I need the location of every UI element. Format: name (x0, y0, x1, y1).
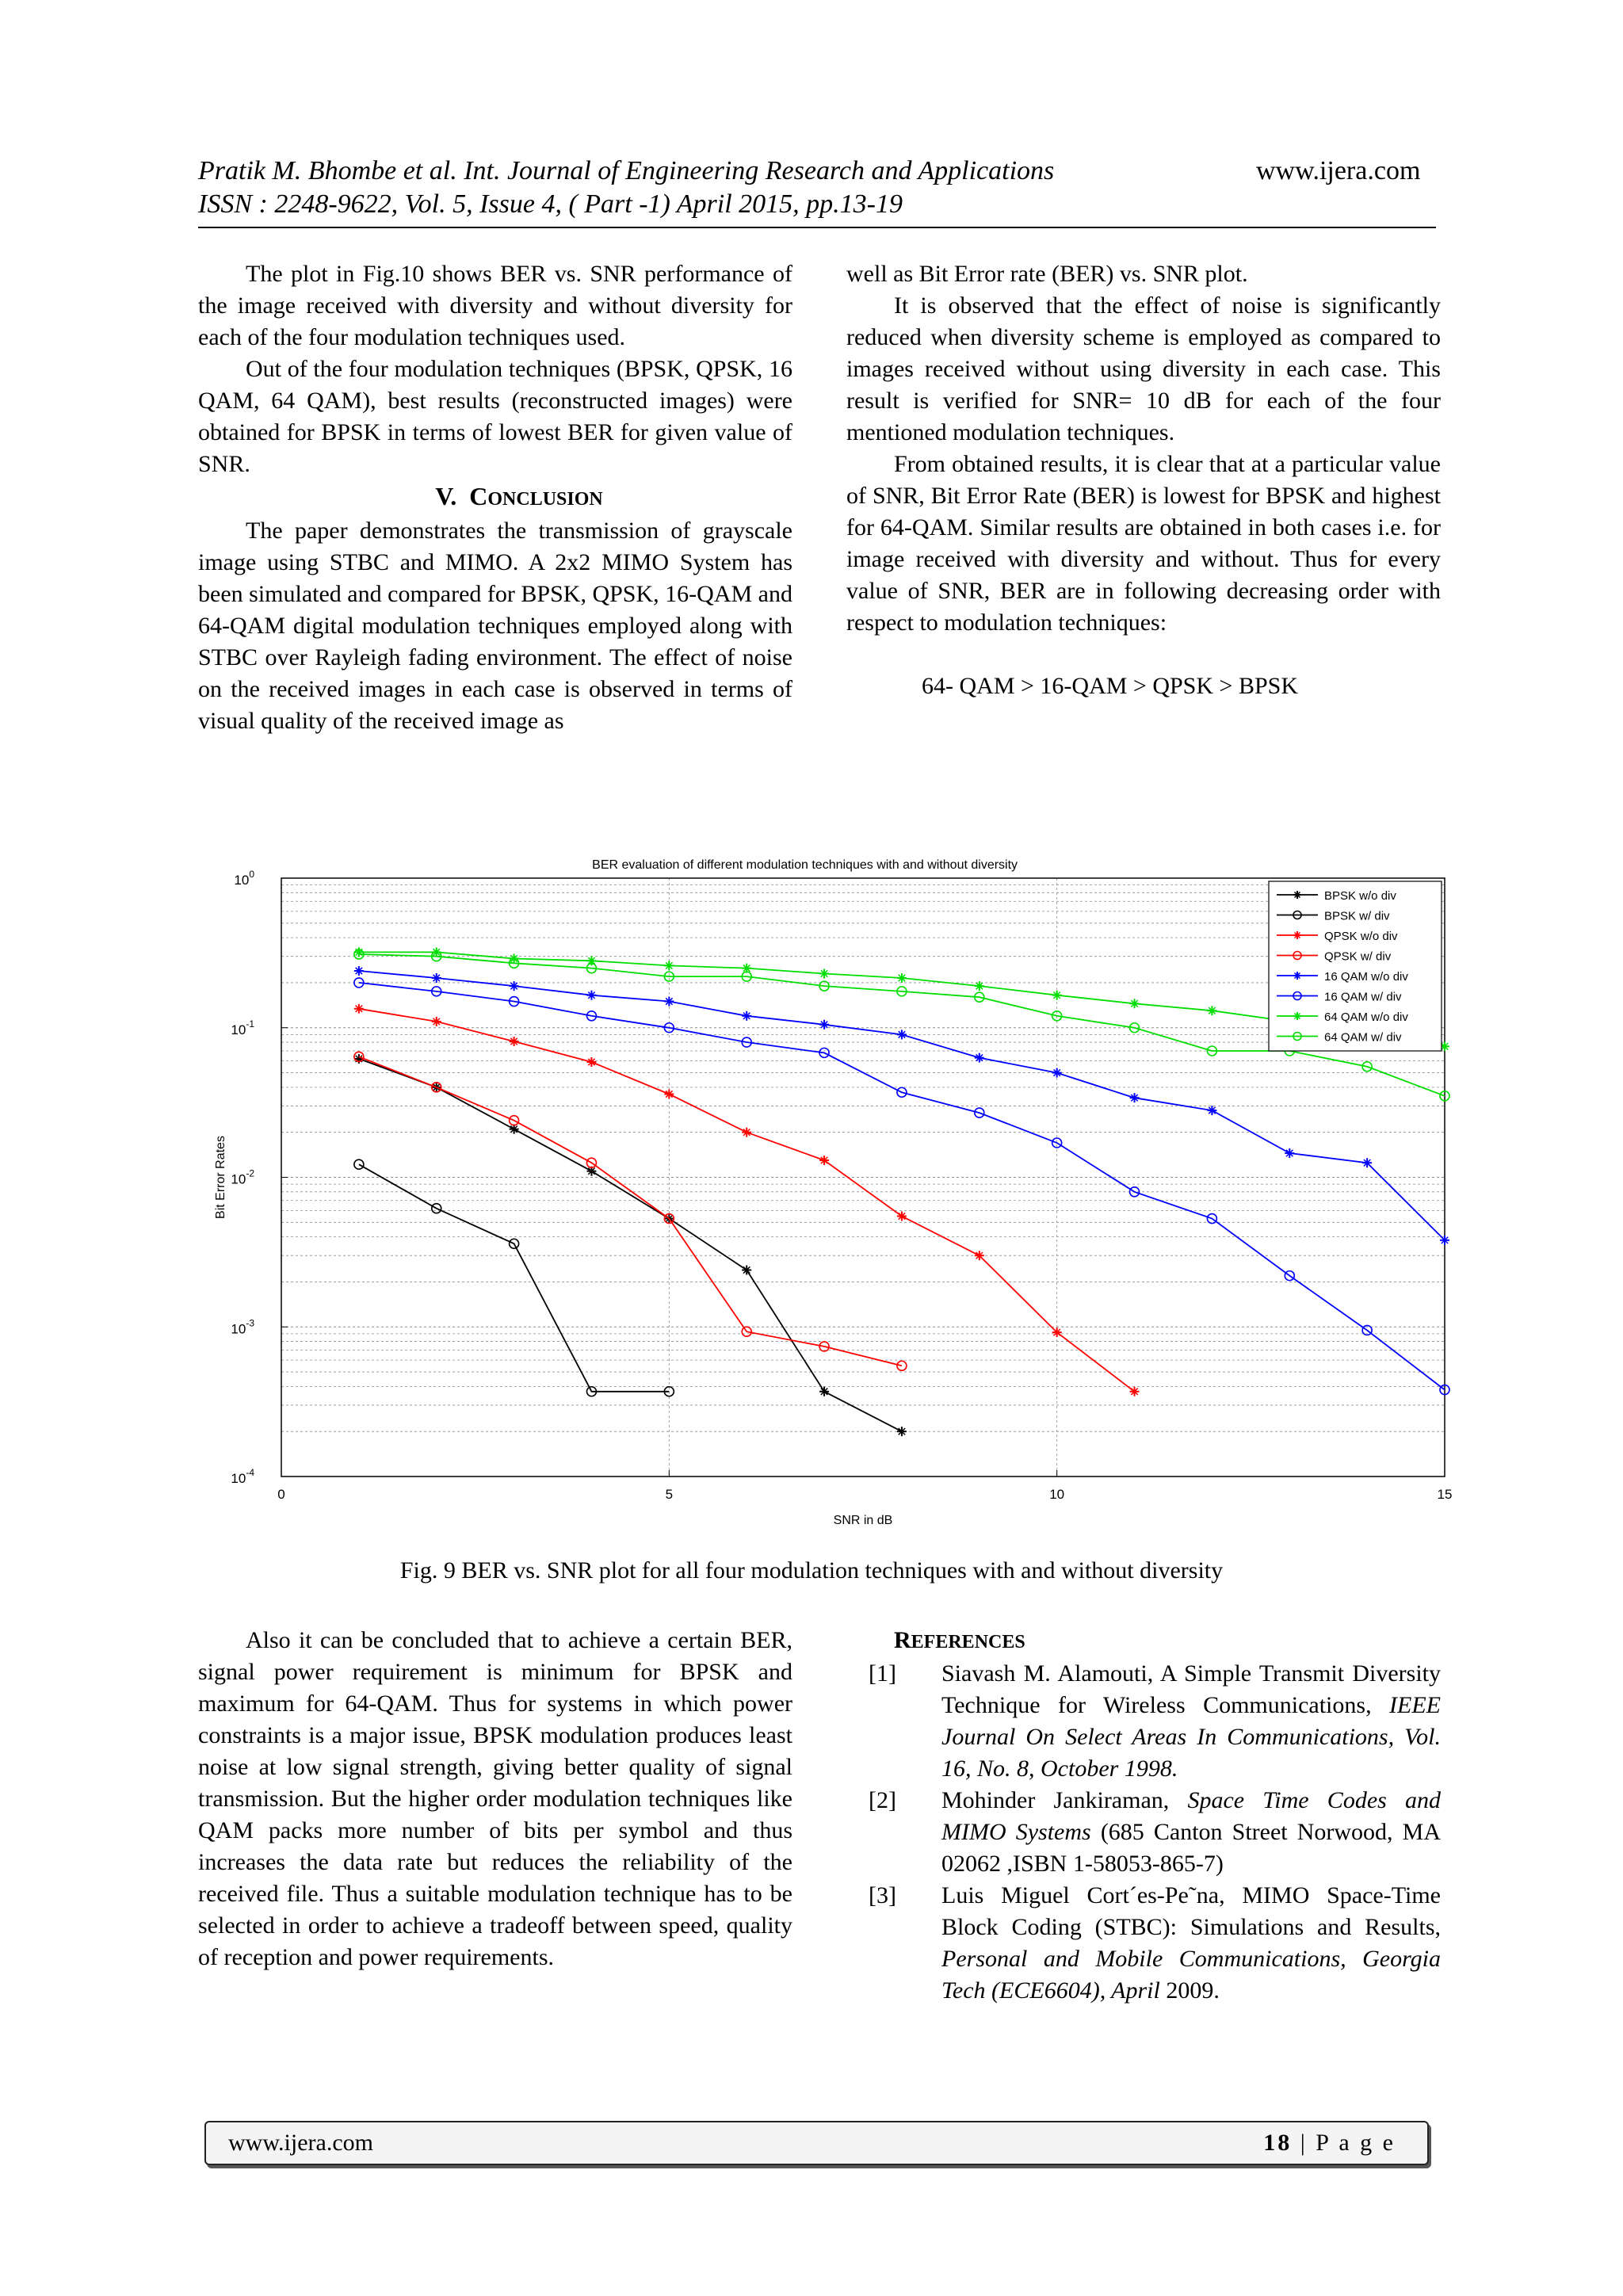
y-tick-label: $10^{-2}$ (231, 1167, 254, 1187)
running-header-journal: Pratik M. Bhombe et al. Int. Journal of Engineering Research and Applications (198, 156, 1055, 185)
data-point (1440, 1236, 1449, 1245)
series-line (359, 1164, 669, 1392)
data-point (1130, 1387, 1140, 1396)
data-point (664, 1089, 674, 1098)
data-point (975, 981, 984, 991)
data-point (354, 1004, 364, 1014)
data-point (897, 973, 907, 983)
legend-label: QPSK w/ div (1324, 949, 1392, 964)
header-rule (198, 227, 1436, 228)
reference-item: [2] Mohinder Jankiraman, Space Time Codes and MIMO Systems (685 Canton Street Norwood, MA 02062 ,ISBN 1-58053-865-7) (869, 1787, 1441, 1877)
chart-title: BER evaluation of different modulation techniques with and without diversity (592, 858, 1018, 872)
body-paragraph: It is observed that the effect of noise is significantly reduced when diversity scheme is employed as compared to images received without using diversity in each case. This result is verified for SNR= 10 dB for each of the four mentioned modulation techniques. (846, 292, 1441, 445)
running-header-issn: ISSN : 2248-9622, Vol. 5, Issue 4, ( Part -1) April 2015, pp.13-19 (198, 189, 903, 219)
data-point (354, 1054, 364, 1064)
right-column (846, 258, 1441, 702)
footer-page: 18 | P a g e (1263, 2130, 1396, 2156)
data-point (742, 1265, 751, 1274)
data-point (1052, 991, 1062, 1000)
data-point (586, 991, 596, 1000)
data-point (1130, 1093, 1140, 1102)
left-column (198, 258, 792, 737)
data-point (897, 1212, 907, 1221)
data-point (354, 947, 364, 957)
data-point (432, 1017, 441, 1026)
x-tick-label: 0 (277, 1487, 285, 1502)
section-heading: V. CONCLUSION (435, 482, 603, 510)
legend-label: QPSK w/o div (1324, 930, 1398, 943)
data-point (819, 968, 829, 978)
reference-item: [1] Siavash M. Alamouti, A Simple Transmit Diversity Technique for Wireless Communications, IEEE Journal On Select Areas In Communications, Vol. 16, No. 8, October 1998. (869, 1660, 1441, 1782)
body-paragraph: From obtained results, it is clear that at a particular value of SNR, Bit Error Rate (BER) is lowest for BPSK and highest for 64-QAM. Similar results are obtained in both cases i.e. for image received with diversity and without. Thus for every value of SNR, BER are in following decreasing order with respect to modulation techniques: (846, 451, 1441, 636)
data-point (897, 1361, 907, 1370)
x-tick-label: 5 (665, 1487, 674, 1502)
data-point (1293, 1012, 1301, 1020)
reference-item: [3] Luis Miguel Cort´es-Pe˜na, MIMO Space-Time Block Coding (STBC): Simulations and Results, Personal and Mobile Communications, Georgia Tech (ECE6604), April 2009. (869, 1882, 1441, 2004)
data-point (975, 1251, 984, 1260)
data-point (819, 1156, 829, 1165)
data-point (1285, 1148, 1294, 1158)
series-line (359, 1059, 902, 1431)
x-tick-label: 15 (1437, 1487, 1453, 1502)
series-qpsk-w-div (354, 1052, 907, 1370)
series-bpsk-w-o-div (354, 1054, 907, 1436)
data-point (354, 1159, 364, 1169)
data-point (819, 1387, 829, 1396)
footer-site: www.ijera.com (228, 2130, 373, 2156)
body-paragraph: The plot in Fig.10 shows BER vs. SNR performance of the image received with diversity and without diversity for each of the four modulation techniques used. (198, 261, 792, 350)
modulation-order: 64- QAM > 16-QAM > QPSK > BPSK (922, 673, 1298, 699)
data-point (1293, 931, 1301, 939)
bottom-left-column (198, 1625, 792, 1973)
references-section (846, 1625, 1441, 2007)
data-point (742, 1011, 751, 1021)
series-qpsk-w-o-div (354, 1004, 1140, 1396)
data-point (897, 1427, 907, 1436)
legend-label: 64 QAM w/ div (1324, 1030, 1402, 1045)
y-tick-label: $10^{-1}$ (231, 1018, 254, 1037)
y-tick-label: $10^0$ (234, 869, 254, 888)
chart-legend (1269, 881, 1442, 1051)
data-point (664, 997, 674, 1007)
data-point (819, 1020, 829, 1030)
body-paragraph: well as Bit Error rate (BER) vs. SNR plot. (846, 261, 1248, 287)
running-header-site: www.ijera.com (1256, 156, 1421, 185)
data-point (432, 973, 441, 983)
data-point (354, 966, 364, 976)
legend-label: BPSK w/ div (1324, 909, 1390, 923)
data-point (1052, 1068, 1062, 1078)
data-point (510, 1037, 519, 1046)
data-point (586, 1057, 596, 1067)
legend-label: BPSK w/o div (1324, 889, 1396, 903)
data-point (664, 961, 674, 970)
legend-label: 64 QAM w/o div (1324, 1010, 1408, 1024)
data-point (1207, 1106, 1216, 1115)
data-point (742, 1128, 751, 1137)
data-point (1207, 1006, 1216, 1015)
data-point (1293, 972, 1301, 980)
data-point (510, 981, 519, 991)
body-paragraph: Also it can be concluded that to achieve a certain BER, signal power requirement is minimum for BPSK and maximum for 64-QAM. Thus for systems in which power constraints is a major issue, BPSK modulation produces least noise at low signal strength, giving better quality of signal transmission. But the higher order modulation techniques like QAM packs more number of bits per symbol and thus increases the data rate but reduces the reliability of the received file. Thus a suitable modulation technique has to be selected in order to achieve a tradeoff between speed, quality of reception and power requirements. (198, 1627, 792, 1970)
data-point (1293, 891, 1301, 899)
y-tick-label: $10^{-4}$ (231, 1467, 254, 1486)
x-tick-label: 10 (1049, 1487, 1065, 1502)
data-point (1130, 999, 1140, 1008)
data-point (975, 1053, 984, 1063)
series-bpsk-w-div (354, 1159, 674, 1396)
y-axis-label: Bit Error Rates (214, 1136, 227, 1219)
figure-caption: Fig. 9 BER vs. SNR plot for all four modulation techniques with and without diversity (399, 1557, 1224, 1584)
page-footer (204, 2121, 1429, 2165)
body-paragraph: Out of the four modulation techniques (BPSK, QPSK, 16 QAM, 64 QAM), best results (reconstructed images) were obtained for BPSK in terms of lowest BER for given value of SNR. (198, 356, 792, 477)
references-heading: REFERENCES (894, 1627, 1025, 1653)
legend-label: 16 QAM w/ div (1324, 990, 1402, 1004)
body-paragraph: The paper demonstrates the transmission of grayscale image using STBC and MIMO. A 2x2 MIMO System has been simulated and compared for BPSK, QPSK, 16-QAM and 64-QAM digital modulation techniques employed along with STBC over Rayleigh fading environment. The effect of noise on the received images in each case is observed in terms of visual quality of the received image as (198, 518, 792, 734)
y-tick-label: $10^{-3}$ (231, 1317, 254, 1337)
data-point (897, 1030, 907, 1039)
legend-box (1269, 881, 1442, 1051)
data-point (1362, 1158, 1372, 1167)
legend-label: 16 QAM w/o div (1324, 970, 1408, 984)
series-line (359, 1009, 1135, 1392)
ber-chart (198, 846, 1466, 1528)
x-axis-label: SNR in dB (833, 1514, 893, 1527)
